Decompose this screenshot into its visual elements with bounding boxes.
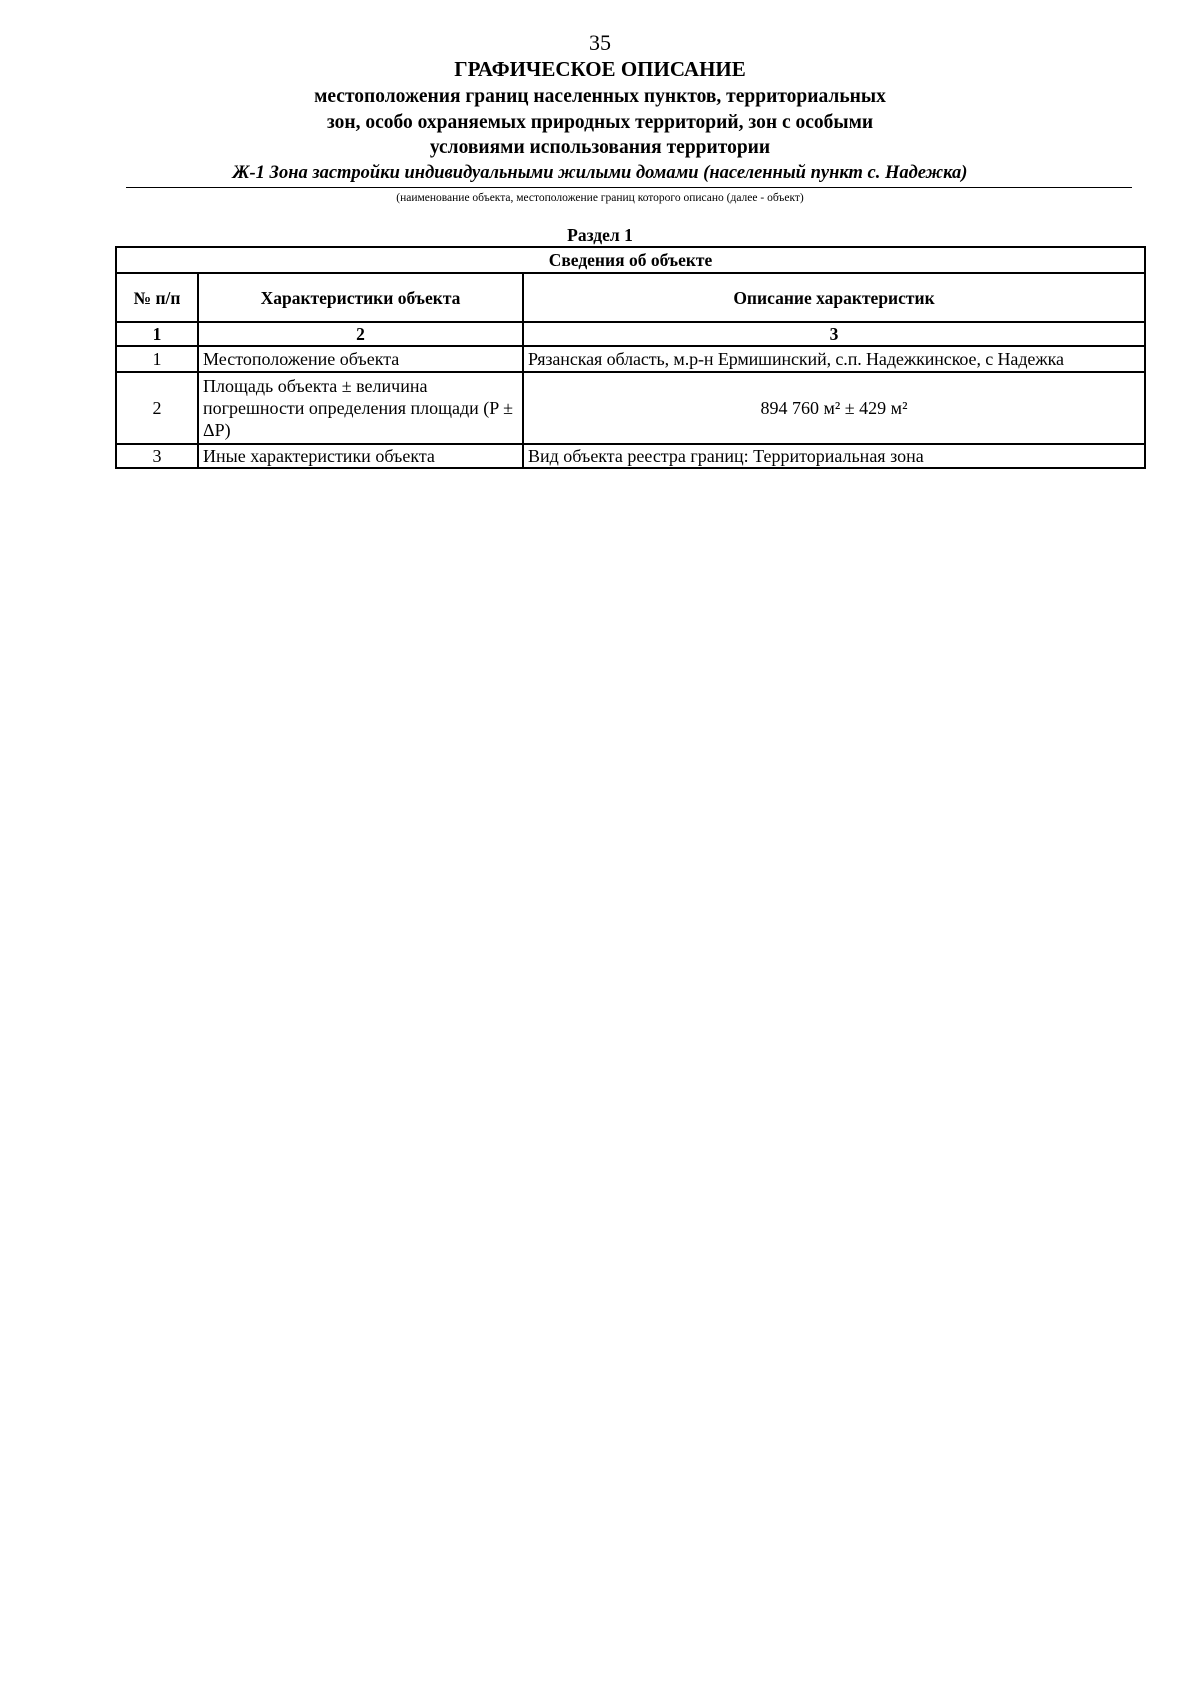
row-num: 1 — [116, 346, 198, 372]
table-header-row — [116, 273, 1145, 322]
row-num: 2 — [116, 372, 198, 444]
subtitle-line-3: условиями использования территории — [429, 137, 771, 158]
subtitle-line-2: зон, особо охраняемых природных территорий, зон с особыми — [326, 111, 874, 133]
section-title: Раздел 1 — [567, 225, 633, 245]
column-header-characteristic: Характеристики объекта — [198, 273, 523, 322]
table-caption-row — [116, 247, 1145, 273]
row-num: 3 — [116, 444, 198, 468]
page-number: 35 — [589, 30, 611, 55]
column-number-1: 1 — [116, 322, 198, 346]
table-row — [116, 372, 1145, 444]
table-caption: Сведения об объекте — [116, 247, 1145, 273]
row-characteristic: Площадь объекта ± величина погрешности определения площади (P ± ΔP) — [198, 372, 523, 444]
row-characteristic: Местоположение объекта — [198, 346, 523, 372]
row-description: 894 760 м² ± 429 м² — [523, 372, 1145, 444]
object-name-caption: (наименование объекта, местоположение границ которого описано (далее - объект) — [396, 192, 804, 204]
column-number-row — [116, 322, 1145, 346]
object-info-table — [115, 246, 1146, 469]
row-description: Вид объекта реестра границ: Территориальная зона — [523, 444, 1145, 468]
table-row — [116, 346, 1145, 372]
table-row — [116, 444, 1145, 468]
column-number-2: 2 — [198, 322, 523, 346]
column-header-num: № п/п — [116, 273, 198, 322]
document-subtitle — [0, 84, 1200, 161]
row-description: Рязанская область, м.р-н Ермишинский, с.п. Надежкинское, с Надежка — [523, 346, 1145, 372]
document-title: ГРАФИЧЕСКОЕ ОПИСАНИЕ — [454, 57, 746, 81]
column-number-3: 3 — [523, 322, 1145, 346]
object-name-underline — [126, 187, 1132, 188]
column-header-description: Описание характеристик — [523, 273, 1145, 322]
object-name: Ж-1 Зона застройки индивидуальными жилыми домами (населенный пункт с. Надежка) — [232, 163, 968, 183]
row-characteristic: Иные характеристики объекта — [198, 444, 523, 468]
subtitle-line-1: местоположения границ населенных пунктов, территориальных — [314, 86, 886, 107]
